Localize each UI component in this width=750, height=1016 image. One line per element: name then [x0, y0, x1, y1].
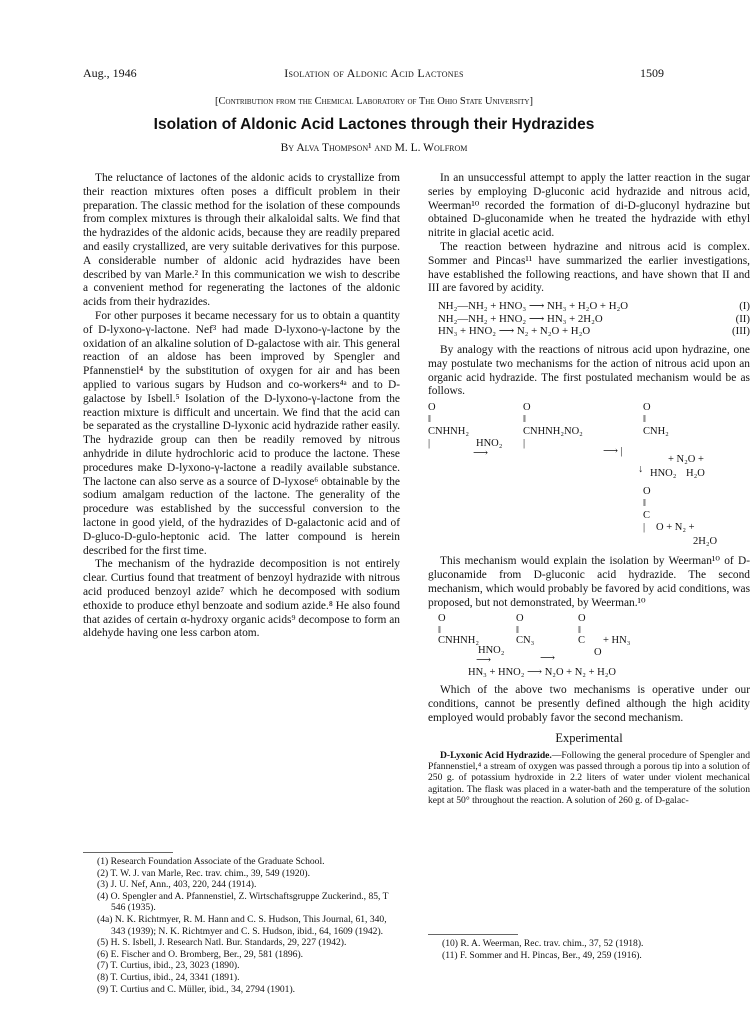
footnote: (9) T. Curtius and C. Müller, ibid., 34, 2794 (1901).	[97, 983, 296, 995]
paragraph-intro: The reluctance of lactones of the aldonic acids to crystallize from their reaction mixtures often poses a difficult problem in their preparation. The classic method for the isolation of these compounds from complex mixtures is through their alkaloidal salts. We find that the hydrazides of the aldonic acids, because they are readily prepared and easily crystallized, are very suitable derivatives for this purpose. A considerable number of aldonic acid hydrazides have been described by van Marle.² In this communication we wish to describe a convenient method for regenerating the lactones of the aldonic acids from their hydrazides.	[83, 172, 400, 309]
footnote: (4) O. Spengler and A. Pfannenstiel, Z. Wirtschaftsgruppe Zuckerind., 85, T 546 (1935).	[97, 890, 389, 914]
contribution-line: [Contribution from the Chemical Laboratory of The Ohio State University]	[215, 96, 533, 107]
page-number: 1509	[640, 66, 664, 80]
right-footnotes	[442, 938, 748, 961]
equation-row: NH₂—NH₂ + HNO₂ ⟶ HN₃ + 2H₂O (II)	[438, 312, 750, 325]
paragraph-operative: Which of the above two mechanisms is operative under our conditions, cannot be presently defined although the high acidity employed would probably favor the second mechanism.	[428, 684, 750, 724]
equation-list	[438, 300, 750, 338]
footnote: (6) E. Fischer and O. Bromberg, Ber., 29, 581 (1896).	[97, 948, 304, 960]
right-column	[428, 172, 750, 807]
paragraph-hydrazine: The reaction between hydrazine and nitrous acid is complex. Sommer and Pincas¹¹ have summarized the earlier investigations, have established the following reactions, and have shown that II and III are favored by acidity.	[428, 240, 750, 295]
footnote: (4a) N. K. Richtmyer, R. M. Hann and C. S. Hudson, This Journal, 61, 340, 343 (1939); N. K. Richtmyer and C. S. Hudson, ibid., 64, 1609 (1942).	[97, 913, 387, 937]
paragraph-lyxono: For other purposes it became necessary for us to obtain a quantity of D-lyxono-γ-lactone. Nef³ had made D-lyxono-γ-lactone by the oxidation of an alkaline solution of D-galactose with air. This general reaction of an aldose has been improved by Spengler and Pfannenstiel⁴ by the substitution of oxygen for air and has been applied to various sugars by Hudson and co-workers⁴ᵃ and to D-galactose by Isbell.⁵ Isolation of the D-lyxono-γ-lactone from the reaction mixture is difficult and uncertain. We find that the acid can be separated as the crystalline D-lyxonic acid hydrazide rather easily. The hydrazide group can then be readily removed by nitrous anhydride in dilute hydrochloric acid to produce the lactone. These procedures make D-lyxono-γ-lactone a readily available substance. The lactone can also serve as a source of D-lyxose⁶ obtainable by the sodium amalgam reduction of the lactone. The generality of the procedure was established by the successful conversion to the lactone in good yield, of the hydrazides of D-galactonic acid and of D-gluco-D-gulo-heptonic acid. The latter compound is herein described for the first time.	[83, 309, 400, 557]
footnote: (10) R. A. Weerman, Rec. trav. chim., 37, 52 (1918).	[442, 938, 644, 949]
footnote: (3) J. U. Nef, Ann., 403, 220, 244 (1914).	[97, 879, 257, 891]
footnote: (11) F. Sommer and H. Pincas, Ber., 49, 259 (1916).	[442, 949, 642, 961]
running-title: Isolation of Aldonic Acid Lactones	[284, 66, 464, 80]
footnote-rule-right	[428, 934, 518, 935]
left-column	[83, 172, 400, 641]
reaction-scheme-1: O O O ‖ ‖ ‖ CNHNH₂ CNHNH₂NO₂ CNH₂ | | HNO₂ ⟶ ⟶ | + N₂O + H₂O ↓ HNO₂ O ‖ C O + N₂ + | 2H₂O	[428, 402, 718, 548]
footnote-rule-left	[83, 852, 173, 853]
equation-row: HN₃ + HNO₂ ⟶ N₂ + N₂O + H₂O (III)	[438, 325, 750, 338]
article-title: Isolation of Aldonic Acid Lactones through their Hydrazides	[153, 116, 595, 133]
paragraph-analogy: By analogy with the reactions of nitrous acid upon hydrazine, one may postulate two mechanisms for the action of nitrous acid upon an organic acid hydrazide. The first postulated mechanism would be as follows.	[428, 343, 750, 398]
paragraph-lyxonic-hydrazide: D-Lyxonic Acid Hydrazide.—Following the general procedure of Spengler and Pfannenstiel,⁴ a stream of oxygen was passed through a porous tip into a solution of 250 g. of potassium hydroxide in 2.2 liters of water under violent mechanical agitation. The flask was placed in a water-bath and the temperature of the solution kept at 50° throughout the reaction. A solution of 260 g. of D-galac-	[428, 749, 750, 807]
footnote: (2) T. W. J. van Marle, Rec. trav. chim., 39, 549 (1920).	[97, 867, 310, 879]
footnote: (8) T. Curtius, ibid., 24, 3341 (1891).	[97, 971, 240, 983]
footnote: (7) T. Curtius, ibid., 23, 3023 (1890).	[97, 960, 240, 972]
paragraph-weerman: In an unsuccessful attempt to apply the latter reaction in the sugar series by employing D-gluconic acid hydrazide and nitrous acid, Weerman¹⁰ recorded the formation of di-D-gluconyl hydrazine but obtained D-gluconamide when he treated the hydrazide with ethyl nitrite in glacial acetic acid.	[428, 172, 750, 240]
paragraph-mechanism: The mechanism of the hydrazide decomposition is not entirely clear. Curtius found that treatment of benzoyl hydrazide with nitrous acid produced benzoyl azide⁷ which he decomposed with sodium ethoxide to produce ethyl benzoate and sodium azide.⁸ He also found that azides of certain α-hydroxy organic acids⁹ decompose to form an aldehyde having one less carbon atom.	[83, 558, 400, 640]
article-authors: By Alva Thompson¹ and M. L. Wolfrom	[280, 142, 468, 154]
reaction-scheme-2: O O O ‖ ‖ ‖ CNHNH₂ CN₃ C + HN₃ HNO₂ ⟶ ⟶ O HN₃ + HNO₂ ⟶ N₂O + N₂ + H₂O	[438, 613, 631, 679]
left-footnotes	[97, 856, 400, 995]
paragraph-second-mechanism: This mechanism would explain the isolation by Weerman¹⁰ of D-gluconamide from D-gluconic acid hydrazide. The second mechanism, which would probably be favored by acid conditions, was proposed, but not demonstrated, by Weerman.¹⁰	[428, 555, 750, 609]
running-date: Aug., 1946	[83, 66, 137, 80]
footnote: (5) H. S. Isbell, J. Research Natl. Bur. Standards, 29, 227 (1942).	[97, 937, 347, 949]
section-heading-experimental: Experimental	[555, 730, 623, 745]
equation-row: NH₂—NH₂ + HNO₃ ⟶ NH₃ + H₂O + H₂O (I)	[438, 300, 750, 313]
footnote: (1) Research Foundation Associate of the Graduate School.	[97, 856, 325, 867]
